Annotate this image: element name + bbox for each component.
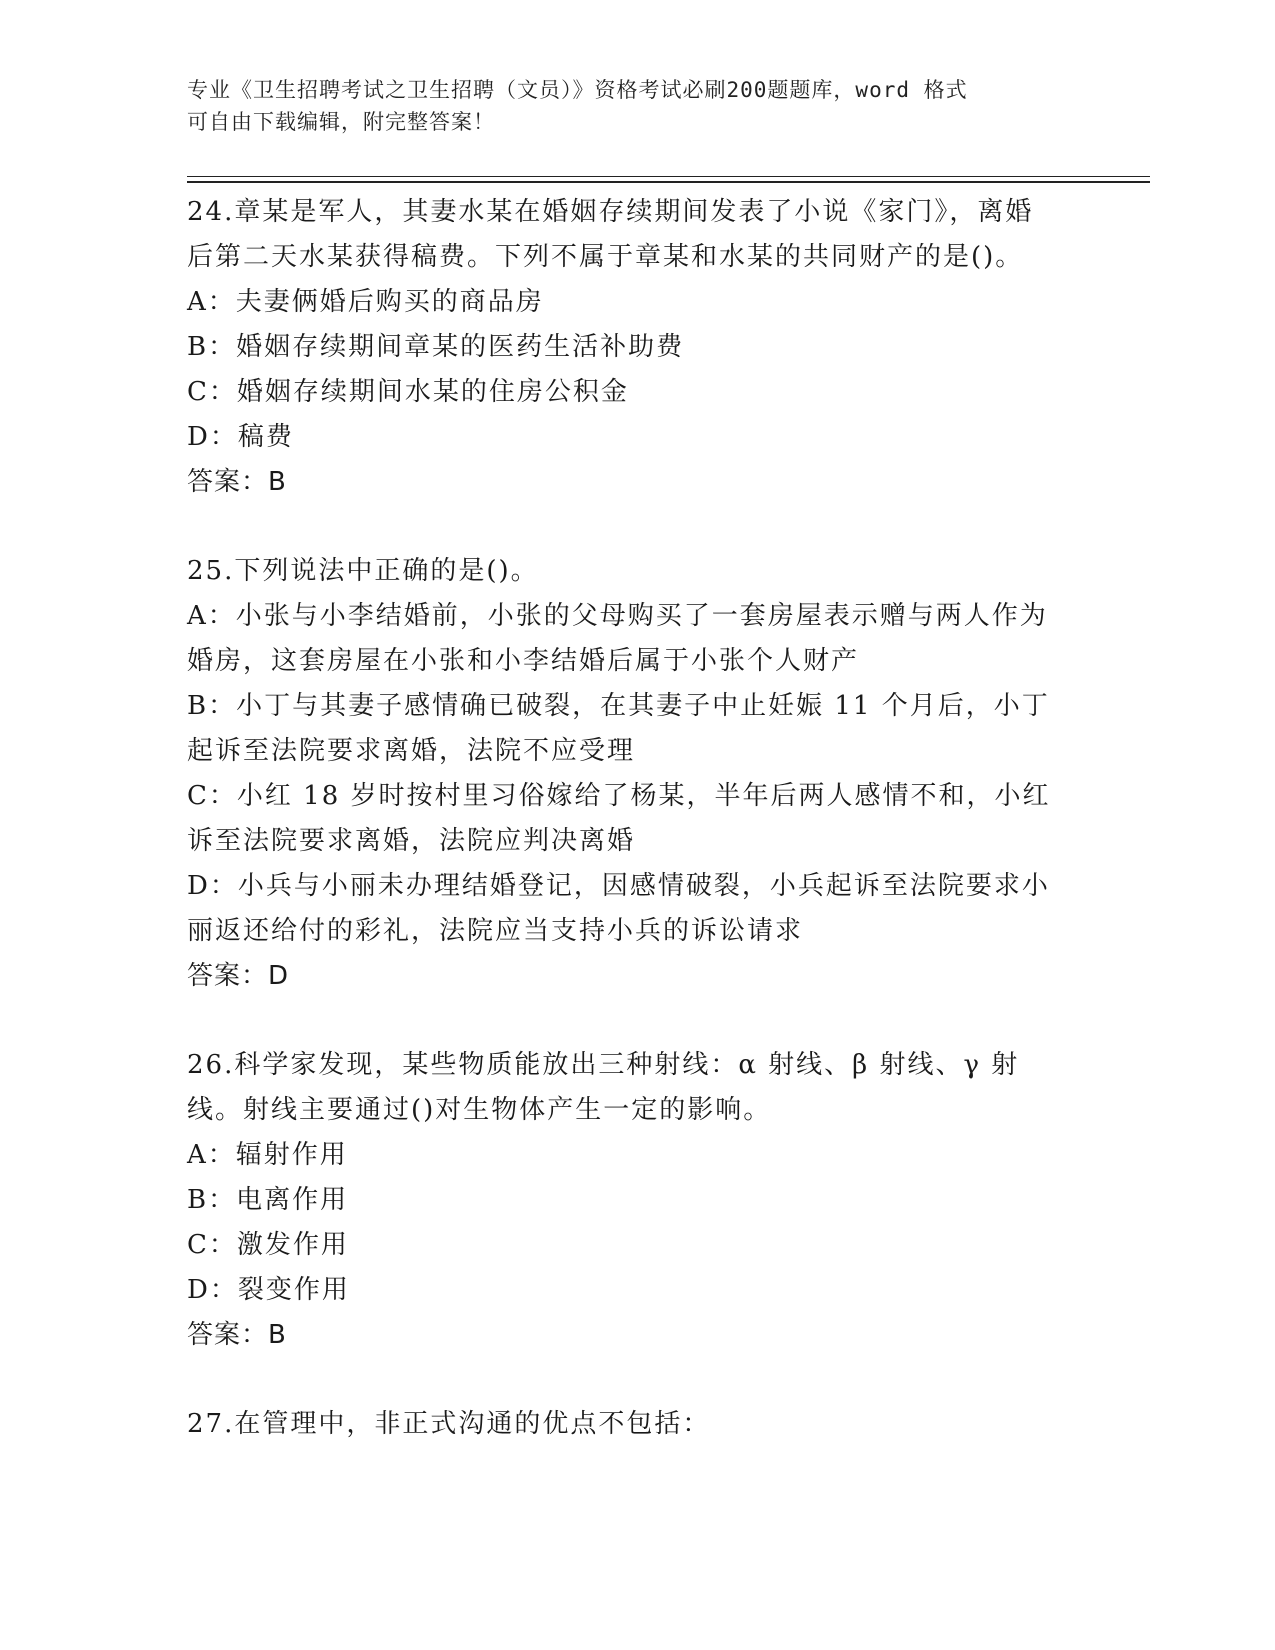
- option-line: C：激发作用: [187, 1230, 349, 1260]
- question-block: [187, 1043, 1067, 1358]
- stem-line: 线。射线主要通过()对生物体产生一定的影响。: [187, 1095, 772, 1125]
- option-a: [187, 280, 1067, 325]
- option-line: 丽返还给付的彩礼，法院应当支持小兵的诉讼请求: [187, 916, 804, 946]
- option-c: [187, 774, 1067, 864]
- option-line: A：小张与小李结婚前，小张的父母购买了一套房屋表示赠与两人作为: [187, 601, 1048, 631]
- question-list: [187, 190, 1067, 1491]
- option-line: D：裂变作用: [187, 1275, 350, 1305]
- option-line: A：夫妻俩婚后购买的商品房: [187, 287, 544, 317]
- header-rule-thin: [187, 176, 1150, 177]
- option-line: 起诉至法院要求离婚，法院不应受理: [187, 736, 636, 766]
- question-stem: [187, 190, 1067, 280]
- document-header: [187, 74, 1087, 138]
- option-line: B：小丁与其妻子感情确已破裂，在其妻子中止妊娠 11 个月后，小丁: [187, 691, 1050, 721]
- stem-line: 26.科学家发现，某些物质能放出三种射线：α 射线、β 射线、γ 射: [187, 1050, 1020, 1080]
- option-d: [187, 415, 1067, 460]
- question-stem: [187, 1402, 1067, 1447]
- option-b: [187, 1178, 1067, 1223]
- option-b: [187, 325, 1067, 370]
- option-line: B：婚姻存续期间章某的医药生活补助费: [187, 332, 685, 362]
- header-rule-thick: [187, 181, 1150, 183]
- option-line: 诉至法院要求离婚，法院应判决离婚: [187, 826, 636, 856]
- option-line: D：稿费: [187, 422, 294, 452]
- question-block: [187, 549, 1067, 999]
- option-line: 婚房，这套房屋在小张和小李结婚后属于小张个人财产: [187, 646, 860, 676]
- option-line: B：电离作用: [187, 1185, 349, 1215]
- option-d: [187, 864, 1067, 954]
- option-line: C：小红 18 岁时按村里习俗嫁给了杨某，半年后两人感情不和，小红: [187, 781, 1051, 811]
- stem-line: 27.在管理中，非正式沟通的优点不包括：: [187, 1409, 711, 1439]
- option-line: A：辐射作用: [187, 1140, 348, 1170]
- question-stem: [187, 1043, 1067, 1133]
- stem-line: 后第二天水某获得稿费。下列不属于章某和水某的共同财产的是()。: [187, 242, 1024, 272]
- question-block: [187, 190, 1067, 505]
- header-line-2: 可自由下载编辑，附完整答案！: [187, 110, 495, 134]
- stem-line: 25.下列说法中正确的是()。: [187, 556, 539, 586]
- question-block: [187, 1402, 1067, 1447]
- header-line-1: 专业《卫生招聘考试之卫生招聘（文员）》资格考试必刷200题题库，word 格式: [187, 78, 968, 102]
- option-c: [187, 1223, 1067, 1268]
- answer-line: 答案：B: [187, 467, 287, 497]
- option-line: C：婚姻存续期间水某的住房公积金: [187, 377, 629, 407]
- question-stem: [187, 549, 1067, 594]
- option-a: [187, 1133, 1067, 1178]
- option-b: [187, 684, 1067, 774]
- stem-line: 24.章某是军人，其妻水某在婚姻存续期间发表了小说《家门》，离婚: [187, 197, 1034, 227]
- answer-line: 答案：D: [187, 961, 290, 991]
- answer-line: 答案：B: [187, 1320, 287, 1350]
- option-line: D：小兵与小丽未办理结婚登记，因感情破裂，小兵起诉至法院要求小: [187, 871, 1050, 901]
- option-d: [187, 1268, 1067, 1313]
- option-a: [187, 594, 1067, 684]
- option-c: [187, 370, 1067, 415]
